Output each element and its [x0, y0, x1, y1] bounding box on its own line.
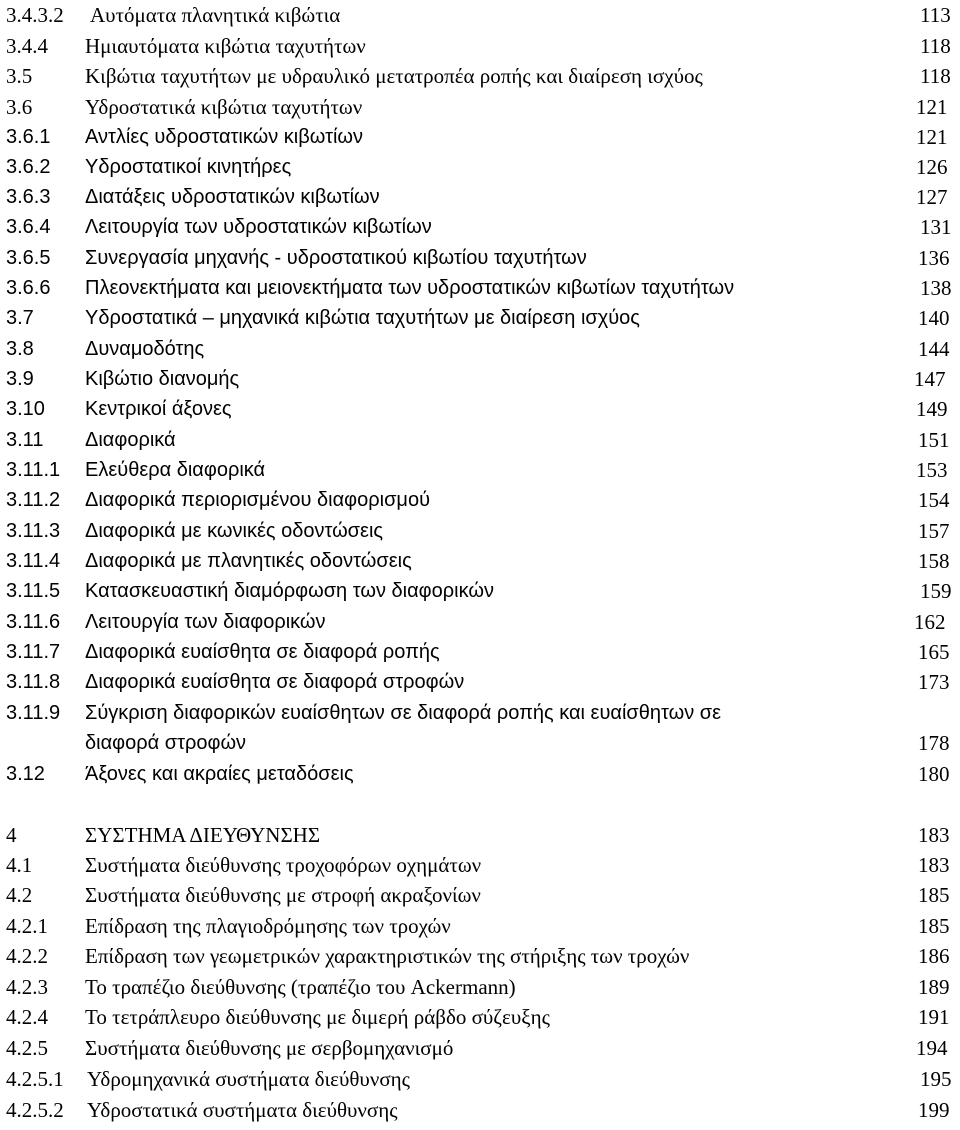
toc-entry-title: Επίδραση των γεωμετρικών χαρακτηριστικών της στήριξης των τροχών	[85, 944, 690, 968]
toc-entry-title: Λειτουργία των διαφορικών	[85, 611, 326, 633]
toc-entry-page: 153	[916, 458, 948, 482]
toc-entry-page: 149	[916, 397, 948, 421]
toc-entry-number: 4.2.2	[6, 944, 48, 968]
toc-entry-number: 3.11.6	[6, 611, 61, 633]
toc-entry-title: Συστήματα διεύθυνσης τροχοφόρων οχημάτων	[85, 853, 482, 877]
toc-entry-page: 151	[918, 428, 950, 452]
toc-entry-title: Υδροστατικά συστήματα διεύθυνσης	[87, 1098, 398, 1122]
toc-entry-number: 3.9	[6, 368, 34, 390]
toc-entry-page: 121	[916, 125, 948, 149]
toc-entry-page: 199	[918, 1098, 950, 1122]
toc-entry-title: Διαφορικά με πλανητικές οδοντώσεις	[85, 550, 412, 572]
toc-entry-page: 121	[916, 95, 948, 119]
toc-entry-title: Διαφορικά περιορισμένου διαφορισμού	[85, 489, 431, 511]
toc-entry	[0, 546, 960, 576]
toc-entry	[0, 576, 960, 606]
toc-entry-number: 3.5	[6, 64, 33, 88]
toc-entry-page: 147	[914, 367, 946, 391]
toc-entry-number: 3.6.1	[6, 126, 51, 148]
toc-entry	[0, 1095, 960, 1125]
toc-entry-number: 4.2.3	[6, 975, 48, 999]
toc-entry	[0, 911, 960, 941]
toc-entry-title: Διαφορικά με κωνικές οδοντώσεις	[85, 520, 384, 542]
toc-entry	[0, 972, 960, 1002]
toc-entry-title: Πλεονεκτήματα και μειονεκτήματα των υδροστατικών κιβωτίων ταχυτήτων	[85, 277, 735, 299]
toc-entry-number: 3.6.4	[6, 216, 51, 238]
toc-entry-number: 3.6.2	[6, 156, 51, 178]
toc-entry	[0, 607, 960, 637]
toc-entry-page: 185	[918, 914, 950, 938]
toc-entry	[0, 334, 960, 364]
toc-entry-title: Διατάξεις υδροστατικών κιβωτίων	[85, 186, 380, 208]
toc-entry-page: 165	[918, 640, 950, 664]
toc-entry-page: 173	[918, 670, 950, 694]
toc-entry-number: 3.4.3.2	[6, 3, 64, 27]
toc-entry-number: 4.2.5	[6, 1036, 48, 1060]
toc-entry-page: 195	[920, 1067, 952, 1091]
toc-entry-title: διαφορά στροφών	[85, 732, 247, 754]
toc-entry-page: 158	[918, 549, 950, 573]
toc-entry-number: 3.11.9	[6, 702, 61, 724]
toc-entry	[0, 516, 960, 546]
toc-entry-number: 3.11.5	[6, 580, 61, 602]
toc-entry-number: 3.11.1	[6, 459, 61, 481]
toc-entry-page: 154	[918, 488, 950, 512]
toc-entry-number: 4.2.4	[6, 1005, 48, 1029]
toc-entry-page: 162	[914, 610, 946, 634]
toc-entry	[0, 485, 960, 515]
toc-entry-page: 183	[918, 823, 950, 847]
toc-entry	[0, 667, 960, 697]
toc-entry-page: 178	[918, 731, 950, 755]
toc-entry-number: 4.2.5.1	[6, 1067, 64, 1091]
toc-entry-page: 113	[920, 3, 951, 27]
toc-entry-number: 4.2.5.2	[6, 1098, 64, 1122]
toc-entry	[0, 637, 960, 667]
toc-entry-page: 131	[920, 215, 952, 239]
toc-entry-page: 157	[918, 519, 950, 543]
toc-entry-title: Ελεύθερα διαφορικά	[85, 459, 266, 481]
toc-entry-number: 3.6	[6, 95, 33, 119]
toc-entry-title: Διαφορικά ευαίσθητα σε διαφορά ροπής	[85, 641, 440, 663]
toc-entry-title: Το τραπέζιο διεύθυνσης (τραπέζιο του Ackermann)	[85, 975, 516, 999]
toc-entry	[0, 303, 960, 333]
toc-entry	[0, 1033, 960, 1063]
toc-entry-title: Σύγκριση διαφορικών ευαίσθητων σε διαφορά ροπής και ευαίσθητων σε	[85, 702, 722, 724]
toc-entry-title: Άξονες και ακραίες μεταδόσεις	[85, 763, 354, 785]
toc-entry-number: 4.2	[6, 883, 33, 907]
toc-entry-title: Αντλίες υδροστατικών κιβωτίων	[85, 126, 364, 148]
toc-entry-title: ΣΥΣΤΗΜΑ ΔΙΕΥΘΥΝΣΗΣ	[85, 823, 321, 847]
toc-entry-title: Λειτουργία των υδροστατικών κιβωτίων	[85, 216, 432, 238]
toc-entry-page: 136	[918, 246, 950, 270]
toc-entry-number: 3.4.4	[6, 34, 48, 58]
toc-entry	[0, 61, 960, 91]
toc-entry-title: Υδροστατικά κιβώτια ταχυτήτων	[85, 95, 363, 119]
toc-entry-title: Αυτόματα πλανητικά κιβώτια	[90, 3, 341, 27]
toc-entry	[0, 880, 960, 910]
toc-entry-page: 118	[920, 34, 951, 58]
toc-entry-title: Συστήματα διεύθυνσης με σερβομηχανισμό	[85, 1036, 454, 1060]
toc-entry-page: 189	[918, 975, 950, 999]
toc-entry-title: Συνεργασία μηχανής - υδροστατικού κιβωτίου ταχυτήτων	[85, 247, 587, 269]
toc-entry-title: Επίδραση της πλαγιοδρόμησης των τροχών	[85, 914, 451, 938]
toc-entry-page: 185	[918, 883, 950, 907]
toc-entry-title: Συστήματα διεύθυνσης με στροφή ακραξονίων	[85, 883, 481, 907]
toc-entry-number: 4	[6, 823, 17, 847]
toc-entry	[0, 92, 960, 122]
toc-entry-page: 138	[920, 276, 952, 300]
toc-entry	[0, 698, 960, 728]
toc-entry-number: 3.11.3	[6, 520, 61, 542]
toc-entry-title: Ημιαυτόματα κιβώτια ταχυτήτων	[85, 34, 366, 58]
toc-entry-title: Υδροστατικοί κινητήρες	[85, 156, 292, 178]
toc-entry-page: 194	[916, 1036, 948, 1060]
toc-entry	[0, 455, 960, 485]
toc-entry-number: 3.11.4	[6, 550, 61, 572]
toc-entry-number: 3.11	[6, 429, 44, 451]
toc-entry-number: 3.10	[6, 398, 45, 420]
toc-entry-page: 183	[918, 853, 950, 877]
toc-entry-page: 180	[918, 762, 950, 786]
toc-entry-title: Διαφορικά ευαίσθητα σε διαφορά στροφών	[85, 671, 465, 693]
toc-entry-title: Κιβώτια ταχυτήτων με υδραυλικό μετατροπέα ροπής και διαίρεση ισχύος	[85, 64, 703, 88]
toc-entry-title: Το τετράπλευρο διεύθυνσης με διμερή ράβδο σύζευξης	[85, 1005, 550, 1029]
toc-entry-page: 159	[920, 579, 952, 603]
toc-entry-number: 3.11.7	[6, 641, 61, 663]
toc-entry-page: 126	[916, 155, 948, 179]
toc-entry-page: 118	[920, 64, 951, 88]
toc-entry-page: 191	[918, 1005, 950, 1029]
toc-entry	[0, 1064, 960, 1094]
toc-entry	[0, 122, 960, 152]
toc-entry-number: 3.8	[6, 338, 34, 360]
toc-entry-number: 3.11.8	[6, 671, 61, 693]
toc-entry-title: Υδροστατικά – μηχανικά κιβώτια ταχυτήτων με διαίρεση ισχύος	[85, 307, 640, 329]
toc-entry-number: 3.6.6	[6, 277, 51, 299]
toc-entry-title: Κατασκευαστική διαμόρφωση των διαφορικών	[85, 580, 494, 602]
toc-entry	[0, 425, 960, 455]
toc-entry-title: Δυναμοδότης	[85, 338, 205, 360]
toc-entry	[0, 31, 960, 61]
toc-entry-title: Διαφορικά	[85, 429, 176, 451]
toc-entry-number: 3.11.2	[6, 489, 61, 511]
toc-entry	[0, 820, 960, 850]
toc-entry-title: Υδρομηχανικά συστήματα διεύθυνσης	[87, 1067, 410, 1091]
toc-entry	[0, 941, 960, 971]
toc-entry-number: 3.7	[6, 307, 34, 329]
toc-entry-number: 4.1	[6, 853, 33, 877]
toc-entry	[0, 0, 960, 30]
toc-entry	[0, 850, 960, 880]
toc-entry-number: 3.6.5	[6, 247, 51, 269]
toc-entry	[0, 1002, 960, 1032]
toc-entry	[0, 759, 960, 789]
toc-entry	[0, 273, 960, 303]
toc-entry	[0, 243, 960, 273]
toc-entry-number: 4.2.1	[6, 914, 48, 938]
toc-entry-page: 144	[918, 337, 950, 361]
toc-entry	[0, 728, 960, 758]
toc-entry	[0, 394, 960, 424]
toc-entry-page: 186	[918, 944, 950, 968]
toc-entry-title: Κιβώτιο διανομής	[85, 368, 240, 390]
toc-entry	[0, 364, 960, 394]
toc-entry	[0, 152, 960, 182]
toc-entry-page: 140	[918, 306, 950, 330]
toc-entry-number: 3.12	[6, 763, 45, 785]
toc-entry-number: 3.6.3	[6, 186, 51, 208]
toc-entry-title: Κεντρικοί άξονες	[85, 398, 232, 420]
toc-entry	[0, 182, 960, 212]
toc-entry-page: 127	[916, 185, 948, 209]
toc-entry	[0, 212, 960, 242]
